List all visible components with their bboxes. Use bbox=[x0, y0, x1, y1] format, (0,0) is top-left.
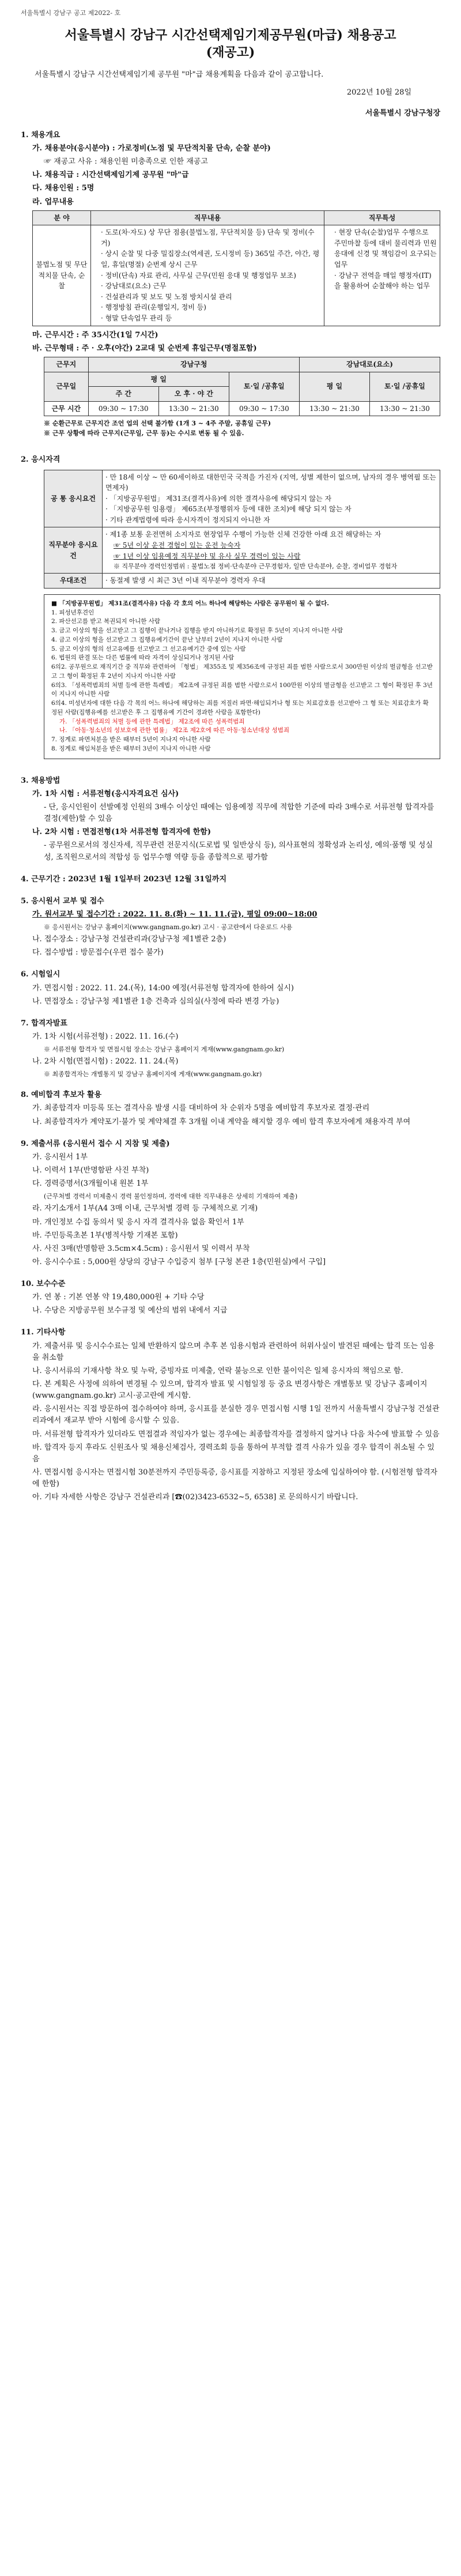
wt-time: 13:30 ~ 21:30 bbox=[299, 401, 369, 416]
s9-item: 다. 경력증명서(3개월이내 원본 1부 bbox=[32, 1179, 149, 1189]
s11-item: 사. 면접시험 응시자는 면접시험 30분전까지 주민등록증, 응시표를 지참하고 지정된 장소에 입실하여야 함. (시험전형 합격자에 한함) bbox=[32, 1468, 438, 1489]
duty-header-field: 분 야 bbox=[33, 210, 91, 225]
qual-job-item: ※ 직무분야 경력인정범위 : 불법노점 정비·단속분야 근무경험자, 일반 단속분야, 순찰, 경비업무 경험자 bbox=[114, 563, 398, 571]
s8-na: 나. 최종합격자가 계약포기·불가 및 계약체결 후 3개월 이내 계약을 해지할 경우 예비 합격 후보자에게 채용자격 부여 bbox=[32, 1117, 411, 1126]
duty-items-list bbox=[94, 227, 321, 323]
wt-holiday: 토·일 /공휴일 bbox=[229, 372, 299, 401]
s9-item: 라. 자기소개서 1부(A4 3매 이내, 근무처별 경력 등 구체적으로 기재) bbox=[32, 1204, 258, 1213]
s5-ga: 가. 원서교부 및 접수기간 : 2022. 11. 8.(화) ~ 11. 11.(금), 평일 09:00~18:00 bbox=[32, 910, 318, 919]
section-4-title: 4. 근무기간 : 2023년 1월 1일부터 2023년 12월 31일까지 bbox=[21, 874, 227, 884]
disq-item: 6. 법원의 판결 또는 다른 법률에 따라 자격이 상실되거나 정지된 사람 bbox=[51, 654, 235, 662]
qual-pref-label: 우대조건 bbox=[44, 574, 103, 589]
disq-item: 5. 금고 이상의 형의 선고유예를 선고받고 그 선고유예기간 중에 있는 사람 bbox=[51, 645, 246, 653]
s11-item: 나. 응시서류의 기재사항 착오 및 누락, 증빙자료 미제출, 연락 불능으로 인한 불이익은 일체 응시자의 책임으로 함. bbox=[32, 1366, 403, 1375]
duty-header-content: 직무내용 bbox=[91, 210, 324, 225]
duty-header-traits: 직무특성 bbox=[324, 210, 440, 225]
s11-item: 라. 응시원서는 직접 방문하여 접수하여야 하며, 응시표를 분실한 경우 면접시험 시행 1일 전까지 서울특별시 강남구청 건설관리과에서 재교부 받아 시험에 응시할 수 있음. bbox=[32, 1405, 440, 1425]
s11-item: 가. 제출서류 및 응시수수료는 일체 반환하지 않으며 추후 본 임용시험과 관련하여 허위사실이 발견된 때에는 합격 또는 임용을 취소함 bbox=[32, 1341, 435, 1362]
s11-item: 아. 기타 자세한 사항은 강남구 건설관리과 [☎(02)3423-6532~5, 6538] 로 문의하시기 바랍니다. bbox=[32, 1493, 358, 1502]
wt-note-2: ※ 근무 상황에 따라 근무지(근무일, 근무 등)는 수시로 변동 될 수 있음. bbox=[44, 429, 244, 437]
qual-job-label: 직무분야 응시요건 bbox=[44, 527, 103, 574]
duty-trait: · 현장 단속(순찰)업무 수행으로 주민마찰 등에 대비 물리력과 민원응대에 신경 및 책임감이 요구되는 업무 bbox=[334, 228, 437, 269]
wt-time: 13:30 ~ 21:30 bbox=[369, 401, 440, 416]
intro-text: 서울특별시 강남구 시간선택제임기제 공무원 "마"급 채용계획을 다음과 같이 공고합니다. bbox=[35, 70, 324, 80]
s7-ga: 가. 1차 시험(서류전형) : 2022. 11. 16.(수) bbox=[32, 1032, 179, 1041]
qual-general-item: · 「지방공무원법」 제31조(결격사유)에 의한 결격사유에 해당되지 않는 자 bbox=[105, 494, 332, 503]
duty-item: · 정비(단속) 자료 관리, 사무실 근무(민원 응대 및 행정업무 보조) bbox=[101, 271, 296, 280]
section-7-title: 7. 합격자발표 bbox=[21, 1019, 67, 1028]
announcement-number: 서울특별시 강남구 공고 제2022- 호 bbox=[21, 9, 121, 17]
qual-general-label: 공 통 응시요건 bbox=[44, 470, 103, 527]
s9-item: 나. 이력서 1부(반명함판 사진 부착) bbox=[32, 1166, 149, 1175]
wt-time: 09:30 ~ 17:30 bbox=[229, 401, 299, 416]
duty-item: · 건설관리과 및 보도 및 노점 방치시설 관리 bbox=[101, 292, 232, 301]
section-1-title: 1. 채용개요 bbox=[21, 130, 61, 139]
wt-time: 13:30 ~ 21:30 bbox=[158, 401, 229, 416]
duty-item: · 도로(차·자도) 상 무단 점용(불법노점, 무단적치물 등) 단속 및 정비(수거) bbox=[101, 228, 315, 247]
s1-ra: 라. 업무내용 bbox=[32, 197, 74, 206]
duty-item: · 상시 순찰 및 다중 밀집장소(역세권, 도시정비 등) 365일 주간, 야간, 평일, 휴일(명절) 순번제 상시 근무 bbox=[101, 250, 320, 269]
wt-gangnam-daero: 강남대로(요소) bbox=[299, 357, 440, 372]
wt-row-label: 근무 시간 bbox=[44, 401, 89, 416]
disq-title: ■ 「지방공무원법」 제31조(결격사유) 다음 각 호의 어느 하나에 해당하는 사람은 공무원이 될 수 없다. bbox=[51, 599, 329, 607]
duty-trait: · 강남구 전역을 매일 행정자(IT)을 활용하여 순찰해야 하는 업무 bbox=[334, 271, 432, 291]
disq-item: 6의4. 미성년자에 대한 다음 각 목의 어느 하나에 해당하는 죄를 저질러 파면·해임되거나 형 또는 치료감호를 선고받아 그 형 또는 치료감호가 확정된 사람(집행유예를 선고받은 후 그 집행유예 기간이 경과한 사람을 포함한다) bbox=[51, 700, 429, 716]
duty-item: · 형말 단속업무 관리 등 bbox=[101, 314, 172, 323]
duty-table bbox=[32, 210, 440, 326]
s1-ba: 바. 근무형태 : 주 · 오후(야간) 2교대 및 순번제 휴일근무(명절포함) bbox=[32, 344, 257, 353]
s7-na: 나. 2차 시험(면접시험) : 2022. 11. 24.(목) bbox=[32, 1057, 179, 1066]
section-6-title: 6. 시험일시 bbox=[21, 970, 61, 979]
wt-weekday: 평 일 bbox=[88, 372, 229, 387]
disq-item: 7. 징계로 파면처분을 받은 때부터 5년이 지나지 아니한 사람 bbox=[51, 736, 211, 744]
duty-item: · 행정방침 관리(운행일지, 정비 등) bbox=[101, 303, 206, 312]
wt-gangnam: 강남구청 bbox=[88, 357, 299, 372]
s11-item: 바. 합격자 등지 후라도 신원조사 및 채용신체검사, 경력조회 등을 통하여 부적합 결격 사유가 있을 경우 합격이 취소될 수 있음 bbox=[32, 1443, 434, 1464]
s6-na: 나. 면접장소 : 강남구청 제1별관 1층 건축과 심의실(사정에 따라 변경 가능) bbox=[32, 997, 279, 1006]
s9-item: (근무처별 경력서 미제출시 경력 불인정하며, 경력에 대한 직무내용은 상세히 기재하여 제출) bbox=[44, 1193, 298, 1201]
disq-item: 가. 「성폭력범죄의 처벌 등에 관한 특례법」 제2조에 따른 성폭력범죄 bbox=[59, 718, 245, 725]
s10-ga: 가. 연 봉 : 기본 연봉 약 19,480,000원 + 기타 수당 bbox=[32, 1293, 205, 1302]
s9-item: 마. 개인정보 수집 동의서 및 응시 자격 결격사유 없음 확인서 1부 bbox=[32, 1217, 244, 1227]
disq-item: 나. 「아동·청소년의 성보호에 관한 법률」 제2조 제2호에 따른 아동·청소년대상 성범죄 bbox=[59, 727, 289, 734]
wt-weekday-2: 평 일 bbox=[299, 372, 369, 401]
duty-field: 불법노점 및 무단적치물 단속, 순찰 bbox=[33, 225, 91, 326]
s3-na-sub: - 공무원으로서의 정신자세, 직무관련 전문지식(도로법 및 일반상식 등), 의사표현의 정확성과 논리성, 예의·품행 및 성실성, 조직원으로서의 적합성 등 업무수행 역량 등을 종합적으로 평가함 bbox=[44, 841, 433, 862]
disq-item: 3. 금고 이상의 형을 선고받고 그 집행이 끝나거나 집행을 받지 아니하기로 확정된 후 5년이 지나지 아니한 사람 bbox=[51, 627, 343, 635]
wt-workday: 근무일 bbox=[44, 372, 89, 401]
s3-ga-sub: - 단, 응시인원이 선발예정 인원의 3배수 이상인 때에는 임용예정 직무에 적합한 기준에 따라 3배수로 서류전형 합격자를 결정(제한)할 수 있음 bbox=[44, 802, 434, 824]
s11-item: 다. 본 계획은 사정에 의하여 변경될 수 있으며, 합격자 발표 및 시험일정 등 중요 변경사항은 개별통보 및 강남구 홈페이지(www.gangnam.go.kr) 고시·공고란에 게시함. bbox=[32, 1380, 428, 1401]
s1-da: 다. 채용인원 : 5명 bbox=[32, 184, 95, 193]
wt-holiday-2: 토·일 /공휴일 bbox=[369, 372, 440, 401]
wt-col-site: 근무지 bbox=[44, 357, 89, 372]
disq-item: 6의3. 「성폭력범죄의 처벌 등에 관한 특례법」 제2조에 규정된 죄를 범한 사람으로서 100만원 이상의 벌금형을 선고받고 그 형이 확정된 후 3년이 지나지 아니한 사람 bbox=[51, 681, 433, 698]
s9-item: 사. 사진 3매(반명함판 3.5cm×4.5cm) : 응시원서 및 이력서 부착 bbox=[32, 1244, 250, 1253]
s9-item: 가. 응시원서 1부 bbox=[32, 1152, 88, 1161]
qual-pref-text: · 동절제 발생 시 최근 3년 이내 직무분야 경력자 우대 bbox=[103, 574, 440, 589]
s6-ga: 가. 면접시험 : 2022. 11. 24.(목), 14:00 예정(서류전형 합격자에 한하여 실시) bbox=[32, 983, 294, 993]
s9-item: 바. 주민등록초본 1부(병적사항 기재본 포함) bbox=[32, 1231, 178, 1240]
duty-item: · 강남대로(요소) 근무 bbox=[101, 282, 167, 291]
section-11-title: 11. 기타사항 bbox=[21, 1328, 66, 1337]
qual-general-item: · 기타 관계법령에 따라 응시자격이 정지되지 아니한 자 bbox=[105, 515, 270, 524]
section-2-title: 2. 응시자격 bbox=[21, 455, 61, 465]
wt-day: 주 간 bbox=[88, 387, 158, 402]
section-5-title: 5. 응시원서 교부 및 접수 bbox=[21, 896, 104, 906]
s8-ga: 가. 최종합격자 미등록 또는 결격사유 발생 시를 대비하여 차 순위자 5명을 예비합격 후보자로 결정·관리 bbox=[32, 1104, 370, 1113]
duty-traits-list bbox=[327, 227, 437, 292]
section-3-title: 3. 채용방법 bbox=[21, 776, 61, 785]
disq-item: 6의2. 공무원으로 재직기간 중 직무와 관련하여 「형법」 제355조 및 제356조에 규정된 죄를 범한 사람으로서 300만원 이상의 벌금형을 선고받고 그 형이 확정된 후 2년이 지나지 아니한 사람 bbox=[51, 663, 433, 680]
issuing-organization: 서울특별시 강남구청장 bbox=[365, 108, 440, 118]
disq-item: 2. 파산선고를 받고 복권되지 아니한 사람 bbox=[51, 618, 160, 625]
s10-na: 나. 수당은 지방공무원 보수규정 및 예산의 범위 내에서 지급 bbox=[32, 1306, 228, 1315]
title-line-2: (재공고) bbox=[206, 44, 255, 60]
wt-night: 오 후 · 야 간 bbox=[158, 387, 229, 402]
s1-ga: 가. 채용분야(응시분야) : 가로정비(노점 및 무단적치물 단속, 순찰 분야) bbox=[32, 144, 271, 153]
section-9-title: 9. 제출서류 (응시원서 접수 시 지참 및 제출) bbox=[21, 1139, 170, 1148]
section-8-title: 8. 예비합격 후보자 활용 bbox=[21, 1091, 102, 1100]
s3-ga: 가. 1차 시험 : 서류전형(응시자격요건 심사) bbox=[32, 789, 179, 798]
s7-ga-note: ※ 서류전형 합격자 및 면접시험 장소는 강남구 홈페이지 게재(www.gangnam.go.kr) bbox=[44, 1046, 285, 1054]
qual-job-item: · 제1종 보통 운전면허 소지자로 현장업무 수행이 가능한 신체 건강한 아래 요건 해당하는 자 bbox=[105, 530, 381, 539]
s5-ga-note: ※ 응시원서는 강남구 홈페이지(www.gangnam.go.kr) 고시 · 공고란에서 다운로드 사용 bbox=[44, 923, 293, 931]
announcement-title bbox=[21, 27, 440, 61]
announcement-date: 2022년 10월 28일 bbox=[346, 88, 411, 97]
s11-item: 마. 서류전형 합격자가 있더라도 면접결과 적임자가 없는 경우에는 최종합격자를 결정하지 않거나 다음 차수에 발표할 수 있음 bbox=[32, 1430, 440, 1439]
disq-item: 1. 피성년후견인 bbox=[51, 609, 95, 616]
qualification-table bbox=[44, 470, 440, 589]
disqualification-box bbox=[44, 594, 440, 759]
wt-time: 09:30 ~ 17:30 bbox=[88, 401, 158, 416]
title-line-1: 서울특별시 강남구 시간선택제임기제공무원(마급) 채용공고 bbox=[65, 28, 396, 43]
qual-general-item: · 만 18세 이상 ~ 만 60세이하로 대한민국 국적을 가진자 (지역, 성별 제한이 없으며, 남자의 경우 병역필 또는 면제자) bbox=[105, 473, 436, 492]
qual-job-item: ☞ 5년 이상 운전 경험이 있는 운전 능숙자 bbox=[114, 541, 241, 550]
disq-item: 8. 징계로 해임처분을 받은 때부터 3년이 지나지 아니한 사람 bbox=[51, 745, 211, 752]
s5-na: 나. 접수장소 : 강남구청 건설관리과(강남구청 제1별관 2층) bbox=[32, 935, 226, 944]
s1-ma: 마. 근무시간 : 주 35시간(1일 7시간) bbox=[32, 330, 158, 340]
s1-na: 나. 채용직급 : 시간선택제임기제 공무원 "마"급 bbox=[32, 171, 189, 180]
qual-job-item: ☞ 1년 이상 임용예정 직무분야 및 유사 실무 경력이 있는 사람 bbox=[114, 552, 301, 560]
s5-da: 다. 접수방법 : 방문접수(우편 접수 불가) bbox=[32, 948, 164, 957]
work-time-table bbox=[44, 357, 440, 416]
s3-na: 나. 2차 시험 : 면접전형(1차 서류전형 합격자에 한함) bbox=[32, 828, 211, 837]
s7-na-note: ※ 최종합격자는 개별통지 및 강남구 홈페이지에 게재(www.gangnam.go.kr) bbox=[44, 1070, 262, 1078]
s1-ga-note: ☞ 재공고 사유 : 채용인원 미충족으로 인한 재공고 bbox=[44, 157, 208, 167]
s9-item: 아. 응시수수료 : 5,000원 상당의 강남구 수입증지 첨부 [구청 본관 1층(민원실)에서 구입] bbox=[32, 1257, 326, 1266]
section-10-title: 10. 보수수준 bbox=[21, 1280, 66, 1289]
disq-item: 4. 금고 이상의 형을 선고받고 그 집행유예기간이 끝난 날부터 2년이 지나지 아니한 사람 bbox=[51, 636, 283, 643]
qual-general-item: · 「지방공무원 임용령」 제65조(부정행위자 등에 대한 조치)에 해당 되지 않는 자 bbox=[105, 505, 352, 514]
wt-note-1: ※ 순환근무로 근무지간 조언 업의 선택 불가함 (1개 3 ~ 4주 주말, 공휴일 근무) bbox=[44, 420, 271, 428]
